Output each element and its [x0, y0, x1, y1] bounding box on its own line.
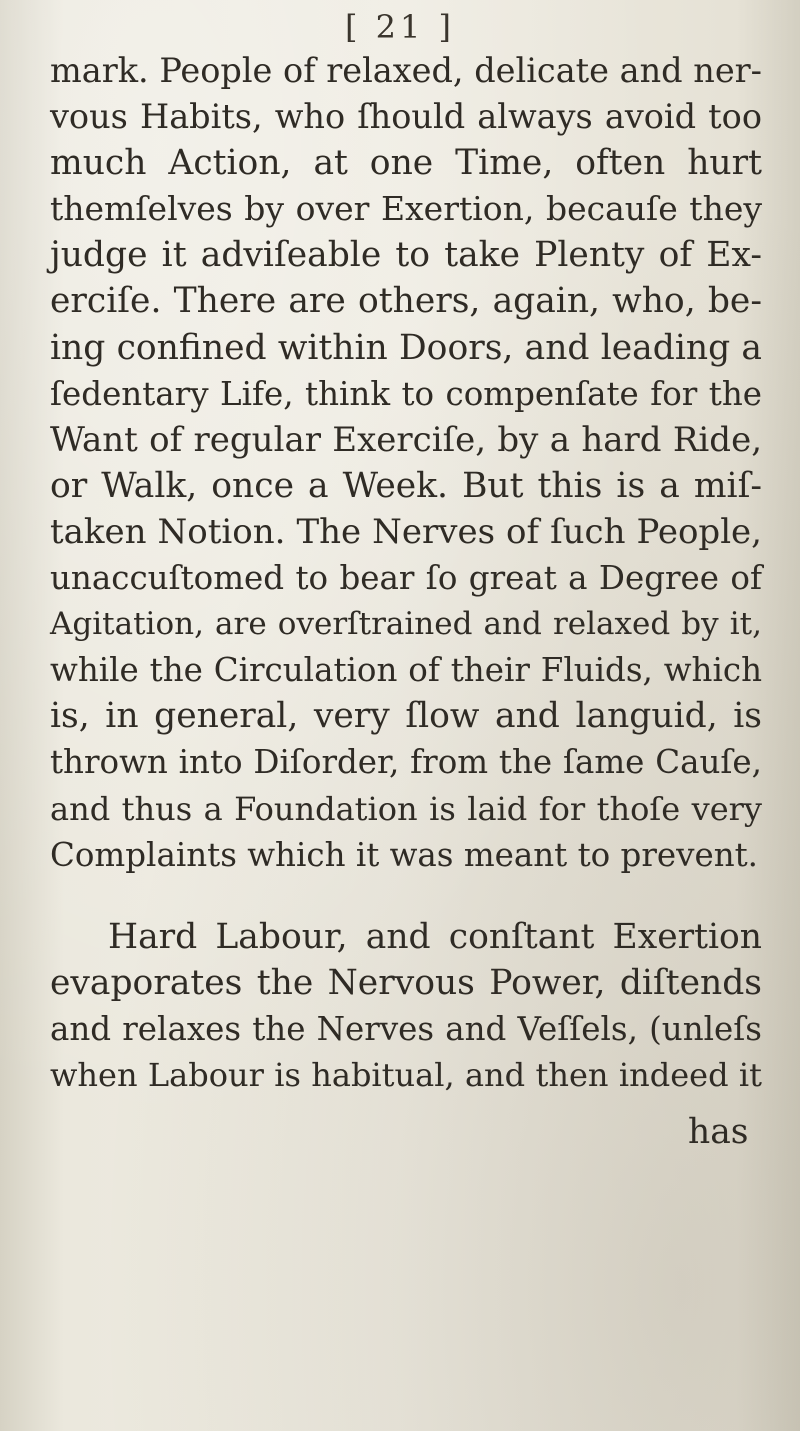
text-line: erciſe. There are others, again, who, be- — [50, 281, 762, 322]
text-line: Want of regular Exerciſe, by a hard Ride, — [50, 419, 762, 460]
text-line: is, in general, very ſlow and languid, is — [50, 696, 762, 737]
text-line: Complaints which it was meant to prevent. — [50, 835, 759, 874]
paragraph-2 — [50, 914, 762, 1098]
text-line: and thus a Foundation is laid for thoſe very — [50, 789, 762, 828]
text-line: mark. People of relaxed, delicate and ner- — [50, 51, 762, 90]
catchword: has — [688, 1112, 749, 1152]
text-line: while the Circulation of their Fluids, which — [50, 651, 762, 690]
text-line: judge it adviſeable to take Plenty of Ex- — [50, 235, 762, 276]
text-line: when Labour is habitual, and then indeed it — [50, 1055, 762, 1094]
text-line: much Action, at one Time, often hurt — [50, 143, 762, 184]
text-line: thrown into Diſorder, from the ſame Cauſe, — [50, 743, 762, 782]
body-text — [50, 48, 762, 1098]
paragraph-gap — [50, 878, 762, 914]
text-line: evaporates the Nervous Power, diſtends — [50, 962, 762, 1003]
text-line: and relaxes the Nerves and Veſſels, (unleſs — [50, 1009, 762, 1048]
text-line: ſedentary Life, think to compenſate for the — [50, 374, 762, 413]
text-line: ing confined within Doors, and leading a — [50, 327, 762, 368]
text-line: Agitation, are overſtrained and relaxed by it, — [50, 606, 762, 643]
text-line: themſelves by over Exertion, becauſe they — [50, 189, 762, 229]
text-line: vous Habits, who ſhould always avoid too — [50, 97, 762, 137]
text-line: unaccuſtomed to bear ſo great a Degree of — [50, 559, 762, 598]
text-line: taken Notion. The Nerves of ſuch People, — [50, 511, 762, 552]
text-line: or Walk, once a Week. But this is a miſ- — [50, 465, 762, 506]
page-number: [ 21 ] — [344, 8, 456, 46]
paragraph-1 — [50, 48, 762, 878]
text-line: Hard Labour, and conſtant Exertion — [108, 916, 762, 957]
